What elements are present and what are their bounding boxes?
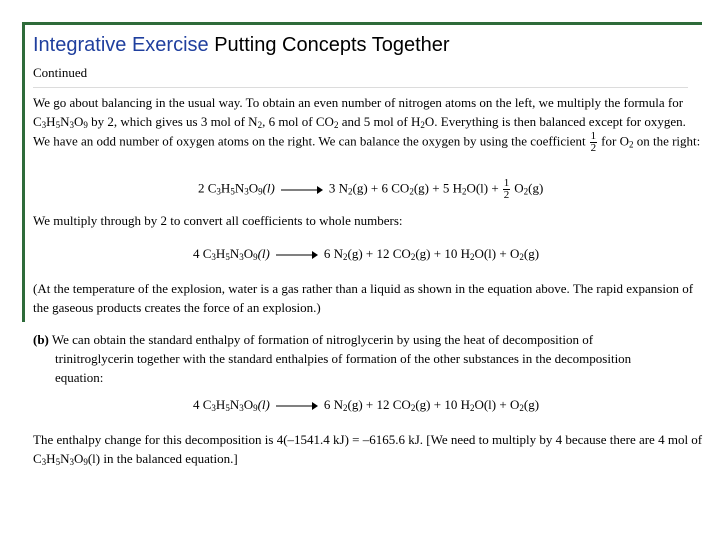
reaction-arrow-icon (276, 401, 318, 411)
equation-balanced-half: 2 $C_3H_5N_3O_9(l)$ 3 $N_2(g) + 6$ $CO_2(g) + 5$ $H_2O(l)$ + $\frac{1}{2}$ $O_2(g)$ (198, 177, 544, 201)
slide-title (33, 34, 450, 57)
equation-decomposition: 4 $C_3H_5N_3O_9(l)$ 6 $N_2(g) + 12$ $CO_2(g) + 10$ $H_2O(l) + O_2(g)$ (193, 397, 540, 413)
slide-frame-left (22, 22, 25, 322)
part-b-label: (b) (33, 332, 49, 347)
fraction-one-half: $\frac{1}{2}$ (590, 130, 597, 154)
title-part2: Putting Concepts Together (214, 34, 450, 56)
title-part1: Integrative Exercise (33, 34, 209, 56)
paragraph-multiply: We multiply through by 2 to convert all coefficients to whole numbers: (33, 213, 403, 228)
paragraph-balancing: We go about balancing in the usual way. To obtain an even number of nitrogen atoms on the left, we multiply the formula for $C_3H_5N_3O_9$ by 2, which gives us 3 mol of $N_2$, 6 mol of $CO_2$ and 5 mol of $H_2O$. Everything is then balanced except for oxygen. We have an odd number of oxygen atoms on the right. We can balance the oxygen by using the coefficient $\frac{1}{2}$ for $O_2$ on the right: (33, 95, 701, 154)
reaction-arrow-icon (281, 185, 323, 195)
fraction-one-half: $\frac{1}{2}$ (503, 177, 510, 201)
paragraph-part-b: (b) We can obtain the standard enthalpy of formation of nitroglycerin by using the heat of decomposition of trinitroglycerin together with the standard enthalpies of formation of the other substances in the decomposition equation: (33, 332, 632, 385)
continued-label: Continued (33, 65, 88, 80)
slide-frame-top (22, 22, 702, 25)
reaction-arrow-icon (276, 250, 318, 260)
paragraph-explosion-note: (At the temperature of the explosion, water is a gas rather than a liquid as shown in the equation above. The rapid expansion of the gaseous products creates the force of an explosion.) (33, 281, 694, 315)
divider (33, 87, 688, 88)
paragraph-enthalpy-change: The enthalpy change for this decomposition is 4(–1541.4 kJ) = –6165.6 kJ. [We need to multiply by 4 because there are 4 mol of $C_3H_5N_3O_9(l)$ in the balanced equation.] (33, 432, 703, 467)
equation-whole-numbers: 4 $C_3H_5N_3O_9(l)$ 6 $N_2(g) + 12$ $CO_2(g) + 10$ $H_2O(l) + O_2(g)$ (193, 246, 540, 262)
